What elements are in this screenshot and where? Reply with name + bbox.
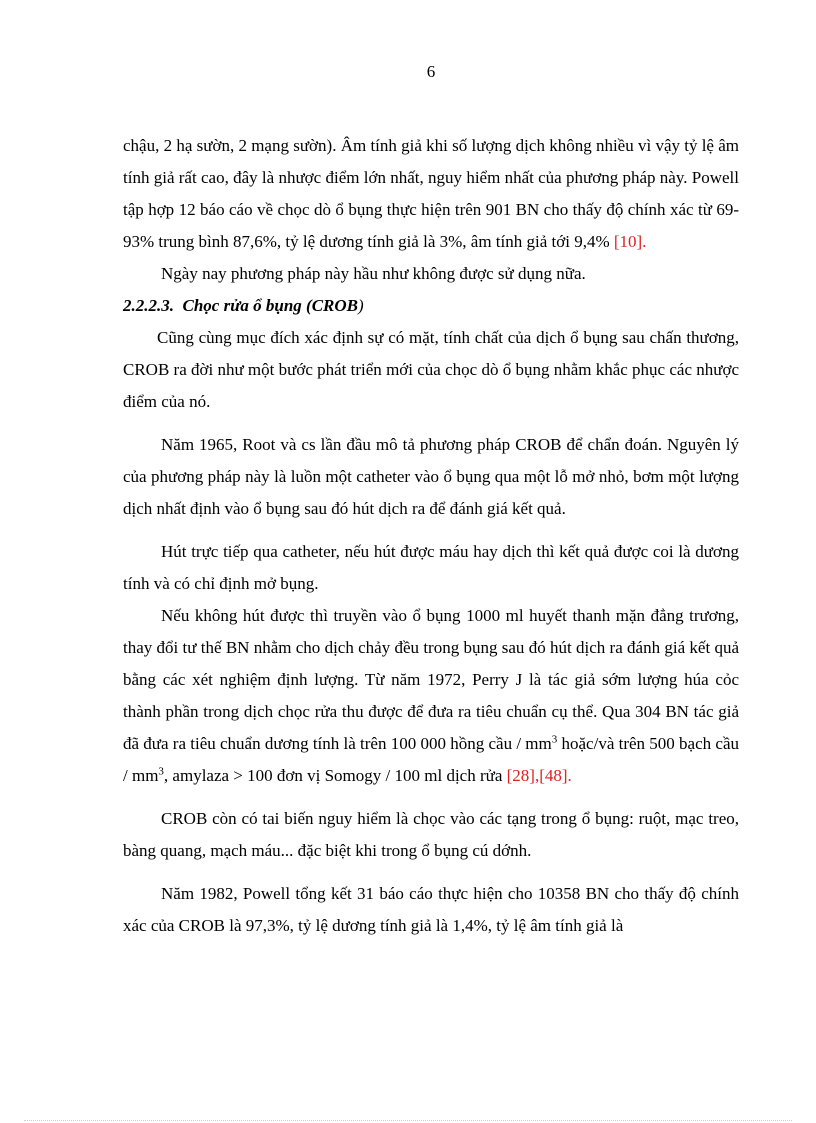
page-bottom-border [24, 1120, 792, 1121]
paragraph-gap [123, 792, 739, 803]
citation-link[interactable]: [10]. [613, 232, 647, 251]
document-body [123, 130, 739, 942]
paragraph-8 [123, 878, 739, 942]
superscript: 3 [158, 765, 164, 778]
paragraph-6-text-a: Nếu không hút được thì truyền vào ổ bụng 1000 ml huyết thanh mặn đẳng trương, thay đổi tư thế BN nhằm cho dịch chảy đều trong bụng sau đó hút dịch ra đánh giá kết quả bằng các xét nghiệm định lượng. Từ năm 1972, Perry J là tác giả sớm lượng húa cỏc thành phần trong dịch chọc rửa thu được để đưa ra tiêu chuẩn cụ thể. Qua 304 BN tác giả đã đưa ra tiêu chuẩn dương tính là trên 100 000 hồng cầu / mm [123, 606, 739, 753]
paragraph-2 [123, 258, 739, 290]
paragraph-8-text: Năm 1982, Powell tổng kết 31 báo cáo thực hiện cho 10358 BN cho thấy độ chính xác của CROB là 97,3%, tỷ lệ dương tính giả là 1,4%, tỷ lệ âm tính giả là [123, 884, 739, 935]
section-title-close: ) [358, 296, 364, 315]
section-title: Chọc rửa ổ bụng (CROB [182, 296, 359, 315]
section-number: 2.2.2.3. [123, 296, 174, 315]
paragraph-gap [123, 525, 739, 536]
paragraph-1-text: chậu, 2 hạ sườn, 2 mạng sườn). Âm tính giả khi số lượng dịch không nhiều vì vậy tỷ lệ âm tính giả rất cao, đây là nhược điểm lớn nhất, nguy hiểm nhất của phương pháp này. Powell tập hợp 12 báo cáo về chọc dò ổ bụng thực hiện trên 901 BN cho thấy độ chính xác từ 69-93% trung bình 87,6%, tỷ lệ dương tính giả là 3%, âm tính giả tới 9,4% [123, 136, 740, 251]
paragraph-3-text: Cũng cùng mục đích xác định sự có mặt, tính chất của dịch ổ bụng sau chấn thương, CROB ra đời như một bước phát triển mới của chọc dò ổ bụng nhằm khắc phục các nhược điểm của nó. [123, 328, 739, 411]
paragraph-7 [123, 803, 739, 867]
section-heading [123, 290, 739, 322]
citation-link[interactable]: [28],[48]. [506, 766, 572, 785]
page-number: 6 [426, 62, 436, 81]
paragraph-5-text: Hút trực tiếp qua catheter, nếu hút được máu hay dịch thì kết quả được coi là dương tính và có chỉ định mở bụng. [123, 542, 739, 593]
paragraph-6 [123, 600, 739, 792]
paragraph-gap [123, 867, 739, 878]
paragraph-6-text-b: hoặc/và trên 500 bạch cầu / mm [123, 734, 739, 785]
paragraph-3 [123, 322, 739, 418]
paragraph-7-text: CROB còn có tai biến nguy hiểm là chọc vào các tạng trong ổ bụng: ruột, mạc treo, bàng quang, mạch máu... đặc biệt khi trong ổ bụng cú dớnh. [123, 809, 739, 860]
paragraph-gap [123, 418, 739, 429]
paragraph-6-text-c: , amylaza > 100 đơn vị Somogy / 100 ml dịch rửa [163, 766, 507, 785]
paragraph-4-text: Năm 1965, Root và cs lần đầu mô tả phương pháp CROB để chẩn đoán. Nguyên lý của phương pháp này là luồn một catheter vào ổ bụng qua một lỗ mở nhỏ, bơm một lượng dịch nhất định vào ổ bụng sau đó hút dịch ra để đánh giá kết quả. [123, 435, 739, 518]
paragraph-5 [123, 536, 739, 600]
paragraph-4 [123, 429, 739, 525]
paragraph-2-text: Ngày nay phương pháp này hầu như không được sử dụng nữa. [161, 264, 586, 283]
paragraph-1 [123, 130, 739, 258]
superscript: 3 [551, 733, 558, 746]
